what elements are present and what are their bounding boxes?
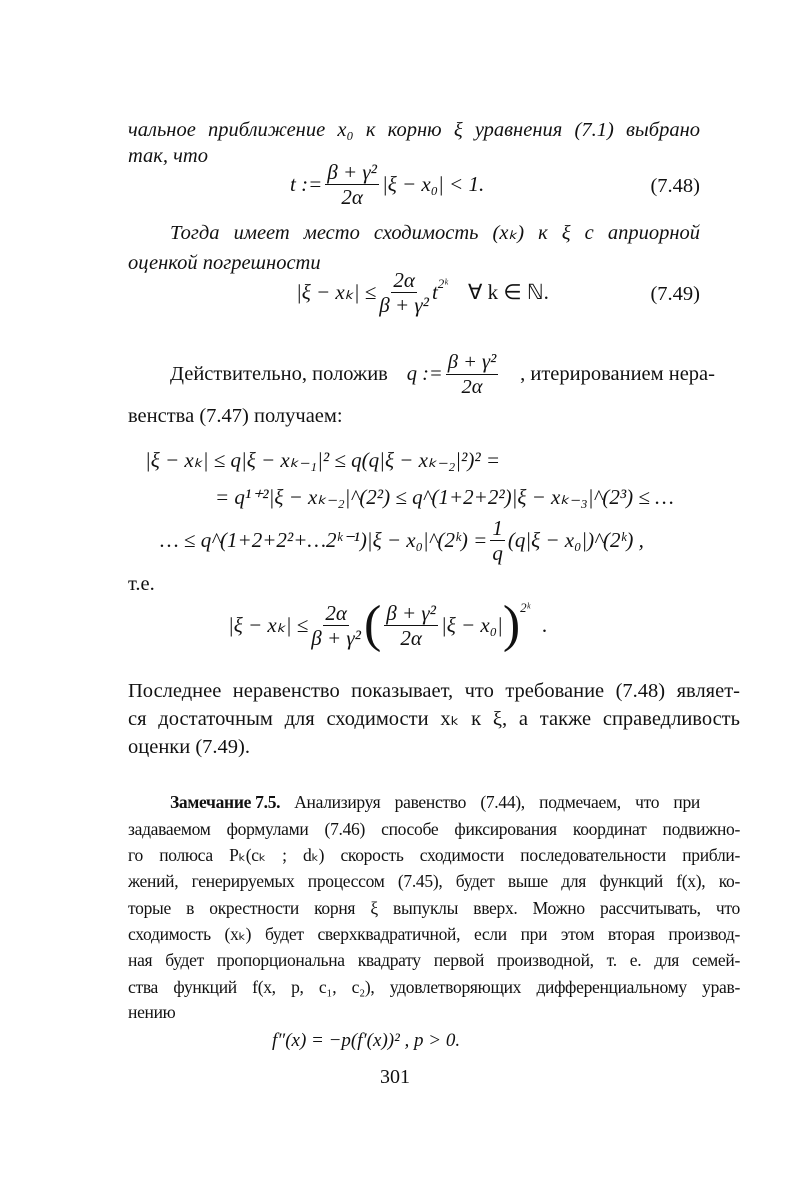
- remark-title: Замечание 7.5.: [170, 792, 281, 812]
- remark-line: торые в окрестности корня ξ выпуклы вверх. Можно рассчитывать, что: [128, 898, 740, 918]
- text: Действительно, положив: [170, 363, 388, 385]
- denominator: 2α: [341, 185, 363, 209]
- eq-part: |ξ − x₀| < 1.: [381, 172, 485, 196]
- fraction: [384, 601, 438, 650]
- remark-line: нению: [128, 1002, 176, 1022]
- fraction: [311, 601, 361, 650]
- exponent: 2ᵏ: [520, 600, 531, 615]
- page-number: 301: [380, 1066, 410, 1088]
- differential-equation: f″(x) = −p(f′(x))² , p > 0.: [272, 1030, 461, 1051]
- text-line: [170, 350, 715, 399]
- iteration-line-1: |ξ − xₖ| ≤ q|ξ − xₖ₋₁|² ≤ q(q|ξ − xₖ₋₂|²)² =: [145, 448, 501, 472]
- fraction: [490, 516, 505, 565]
- remark-line: го полюса Pₖ(cₖ ; dₖ) скорость сходимости последовательности прибли-: [128, 845, 740, 865]
- right-paren: ): [502, 596, 521, 653]
- numerator: 2α: [393, 268, 415, 292]
- eq-part: |ξ − xₖ| ≤: [296, 280, 377, 304]
- eq-part: (q|ξ − x₀|)^(2ᵏ) ,: [507, 528, 644, 552]
- text-line: Тогда имеет место сходимость (xₖ) к ξ с априорной: [170, 222, 700, 244]
- denominator: q: [492, 541, 503, 565]
- remark-line: жений, генерируемых процессом (7.45), будет выше для функций f(x), ко-: [128, 871, 740, 891]
- eq-part: t :=: [290, 172, 323, 196]
- final-inequality: [228, 596, 548, 653]
- text-line: ся достаточным для сходимости xₖ к ξ, а также справедливость: [128, 708, 740, 730]
- eq-part: q :=: [406, 363, 443, 385]
- numerator: 2α: [325, 600, 347, 625]
- text-line: оценкой погрешности: [128, 252, 321, 274]
- numerator: β + γ²: [447, 351, 497, 373]
- denominator: 2α: [400, 625, 422, 650]
- text-line: Последнее неравенство показывает, что требование (7.48) являет-: [128, 680, 740, 702]
- remark-line: задаваемом формулами (7.46) способе фиксирования координат подвижно-: [128, 819, 740, 839]
- numerator: β + γ²: [386, 600, 436, 625]
- denominator: β + γ²: [379, 293, 429, 317]
- iteration-line-2: = q¹⁺²|ξ − xₖ₋₂|^(2²) ≤ q^(1+2+2²)|ξ − xₖ₋₃|^(2³) ≤ …: [215, 485, 674, 509]
- text-line: венства (7.47) получаем:: [128, 405, 343, 427]
- equation-7-48: [290, 160, 484, 209]
- fraction: [446, 350, 499, 399]
- remark-line: ная будет пропорциональна квадрату первой производной, т. е. для семей-: [128, 950, 740, 970]
- text-line: оценки (7.49).: [128, 736, 250, 758]
- text-line: так, что: [128, 145, 208, 167]
- eq-part: |ξ − x₀|: [440, 612, 503, 637]
- numerator: β + γ²: [327, 160, 377, 184]
- fraction: [379, 268, 429, 317]
- remark-line: ства функций f(x, p, c₁, c₂), удовлетворяющих дифференциальному урав-: [128, 977, 740, 997]
- iteration-line-3: [160, 516, 644, 565]
- remark-line: сходимость (xₖ) будет сверхквадратичной, если при этом вторая производ-: [128, 924, 740, 944]
- text: Анализируя равенство (7.44), подмечаем, что при: [294, 792, 700, 812]
- eq-part: .: [542, 612, 548, 637]
- left-paren: (: [363, 596, 382, 653]
- equation-label: (7.49): [650, 283, 700, 305]
- denominator: β + γ²: [311, 625, 361, 650]
- text-line: т.е.: [128, 573, 155, 595]
- eq-part: ∀ k ∈ ℕ.: [467, 280, 549, 304]
- remark-line: [170, 790, 700, 814]
- eq-part: t: [431, 280, 438, 304]
- exponent: 2ᵏ: [437, 276, 448, 291]
- fraction: [325, 160, 379, 209]
- eq-part: … ≤ q^(1+2+2²+…2ᵏ⁻¹)|ξ − x₀|^(2ᵏ) =: [160, 528, 488, 552]
- equation-7-49: [296, 268, 549, 317]
- numerator: 1: [492, 516, 503, 540]
- text: , итерированием нера-: [520, 363, 715, 385]
- eq-part: |ξ − xₖ| ≤: [228, 612, 309, 637]
- equation-label: (7.48): [650, 175, 700, 197]
- text-line: чальное приближение x₀ к корню ξ уравнения (7.1) выбрано: [128, 119, 700, 141]
- denominator: 2α: [461, 376, 483, 398]
